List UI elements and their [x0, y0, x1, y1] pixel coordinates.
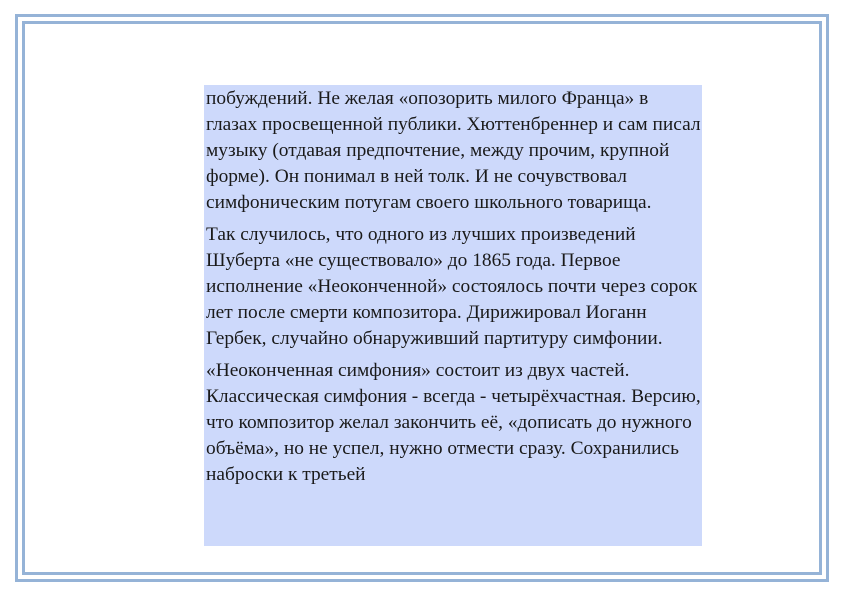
paragraph-3: «Неоконченная симфония» состоит из двух частей. Классическая симфония - всегда - четырёхчастная. Версию, что композитор желал закончить её, «дописать до нужного объёма», но не успел, нужно отмести сразу. Сохранились наброски к третьей: [206, 360, 701, 485]
paragraph-2: Так случилось, что одного из лучших произведений Шуберта «не существовало» до 1865 года. Первое исполнение «Неоконченной» состоялось почти через сорок лет после смерти композитора. Дирижировал Иоганн Гербек, случайно обнаруживший партитуру симфонии.: [206, 224, 698, 349]
paragraph-1: побуждений. Не желая «опозорить милого Франца» в глазах просвещенной публики. Хюттенбреннер и сам писал музыку (отдавая предпочтение, между прочим, крупной форме). Он понимал в ней толк. И не сочувствовал симфоническим потугам своего школьного товарища.: [206, 88, 701, 213]
highlighted-text-block[interactable]: [204, 85, 702, 546]
